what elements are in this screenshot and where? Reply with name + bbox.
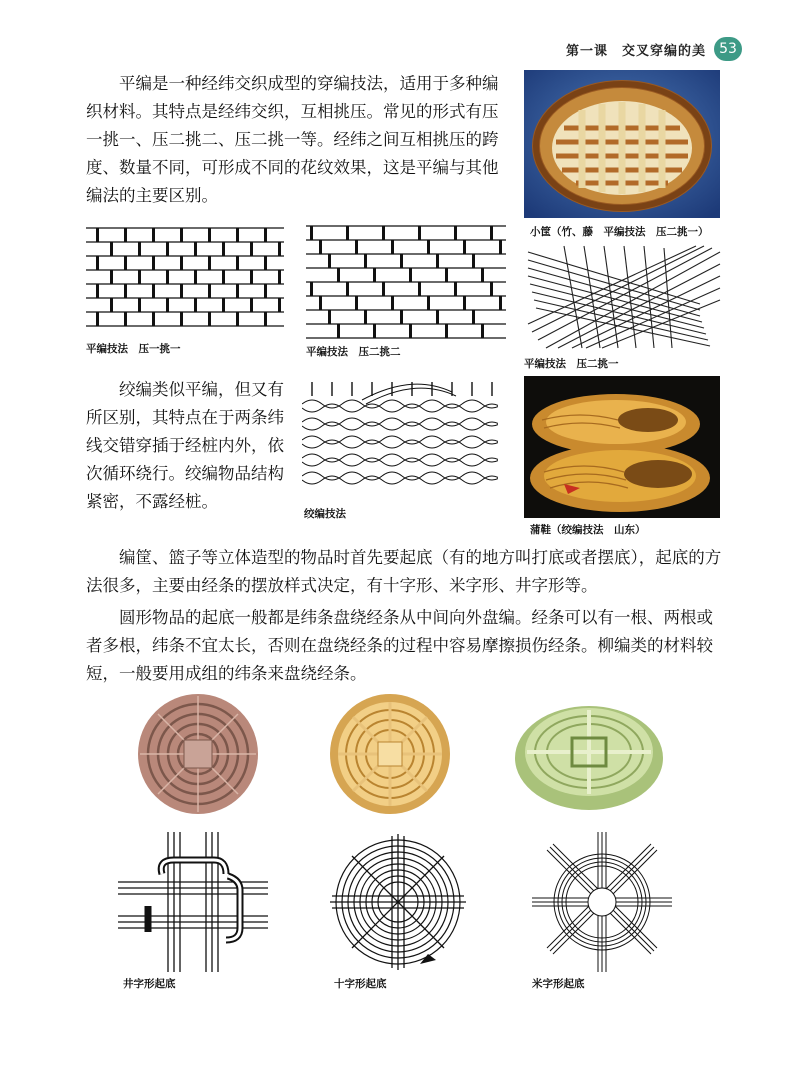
mizi-shape-base-diagram	[532, 832, 672, 976]
page-number: 53	[714, 37, 742, 61]
plain-weave-2-2-diagram	[306, 220, 506, 344]
plain-weave-2-1-diagram	[524, 244, 724, 354]
p22-caption: 平编技法 压二挑二	[306, 346, 401, 358]
round-base-paragraph: 圆形物品的起底一般都是纬条盘绕经条从中间向外盘编。经条可以有一根、两根或者多根，纬条不宜太长，否则在盘绕经条的过程中容易摩擦损伤经条。柳编类的材料较短，一般要用成组的纬条来盘绕经条。	[86, 608, 713, 683]
plain-weave-paragraph: 平编是一种经纬交织成型的穿编技法，适用于多种编织材料。其特点是经纬交织，互相挑压。常见的形式有压一挑一、压二挑二、压二挑一等。经纬之间互相挑压的跨度、数量不同，可形成不同的花纹效果，这是平编与其他编法的主要区别。	[86, 74, 499, 205]
shizi-caption: 十字形起底	[334, 978, 387, 990]
round-base-photo-2	[320, 692, 460, 816]
p21-caption: 平编技法 压二挑一	[524, 358, 619, 370]
straw-shoes-photo	[524, 376, 720, 518]
base-start-paragraph: 编筐、篮子等立体造型的物品时首先要起底（有的地方叫打底或者摆底），起底的方法很多，主要由经条的摆放样式决定，有十字形、米字形、井字形等。	[86, 548, 722, 595]
shoes-caption: 蒲鞋（绞编技法 山东）	[530, 524, 646, 536]
mizi-caption: 米字形起底	[532, 978, 585, 990]
jing-shape-base-diagram	[118, 832, 268, 976]
basket-photo	[524, 70, 720, 218]
page-header	[566, 37, 742, 61]
lesson-title: 第一课 交叉穿编的美	[565, 43, 706, 59]
p11-caption: 平编技法 压一挑一	[86, 343, 181, 355]
jing-caption: 井字形起底	[123, 978, 176, 990]
shizi-shape-base-diagram	[328, 832, 468, 976]
plain-weave-1-1-diagram	[86, 222, 284, 338]
round-base-photo-3	[510, 692, 668, 816]
twine-weave-diagram	[302, 382, 498, 506]
round-base-photo-1	[128, 692, 268, 816]
twine-weave-paragraph: 绞编类似平编，但又有所区别，其特点在于两条纬线交错穿插于经桩内外，依次循环绕行。绞编物品结构紧密，不露经桩。	[86, 380, 284, 511]
basket-caption: 小筐（竹、藤 平编技法 压二挑一）	[530, 226, 709, 238]
twine-caption: 绞编技法	[304, 508, 346, 520]
